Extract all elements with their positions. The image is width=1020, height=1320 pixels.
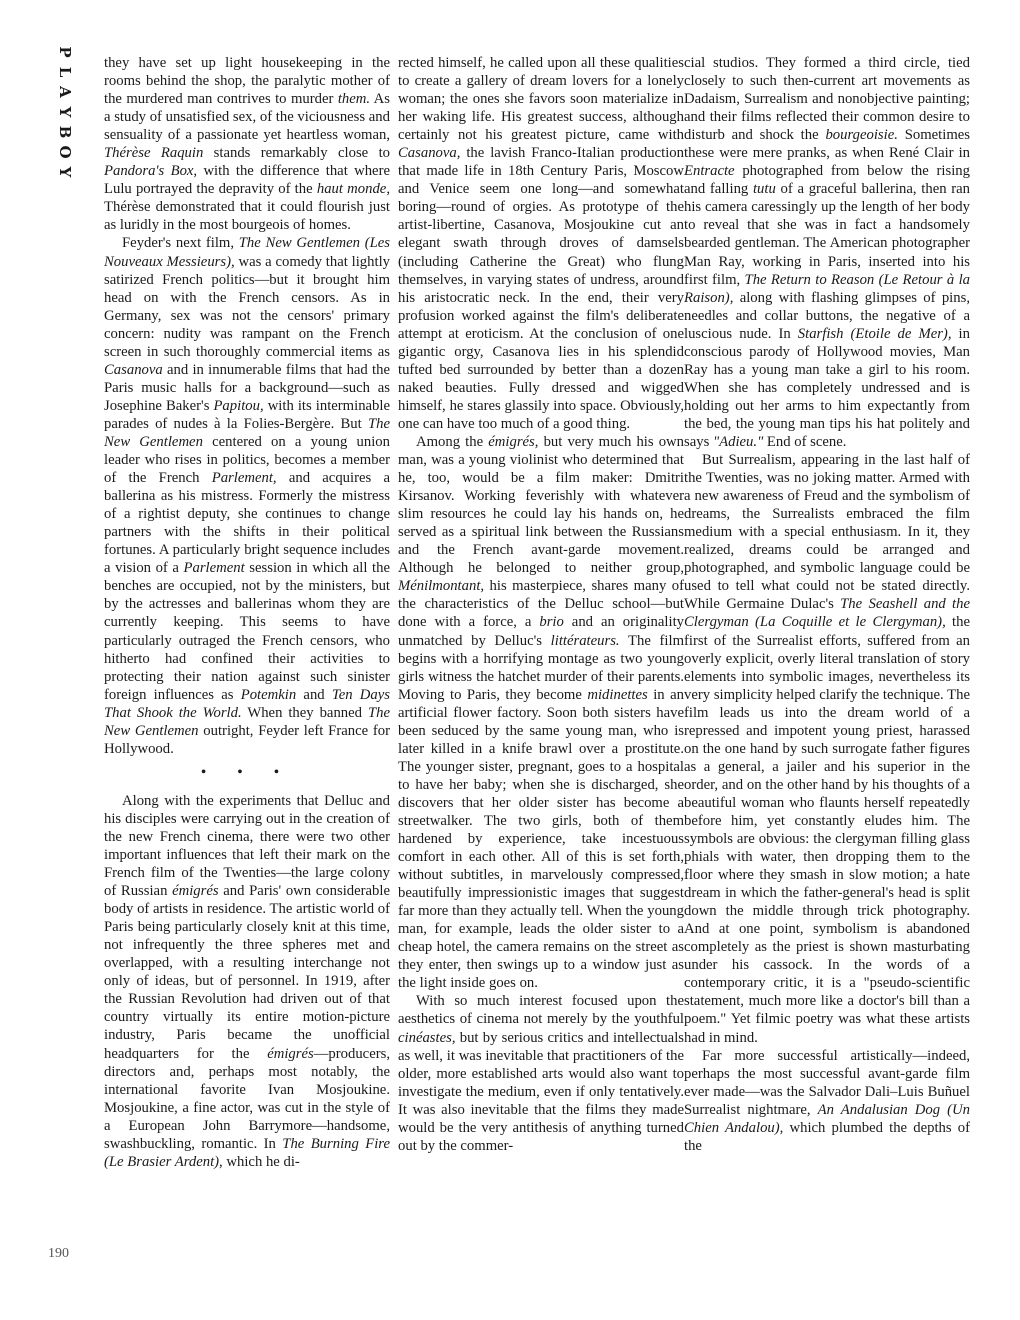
italic-title: The Seashell and the Clergyman (La Coquille et le Clergyman), bbox=[684, 596, 970, 631]
paragraph: cial studios. They formed a third circle, tied closely to such then-current art movements as Dadaism, Surrealism and nonobjective painting; and their films reflected their common desire to disturb and shock the bourgeoisie. Sometimes these were mere pranks, as when René Clair in Entracte photographed from below the rising and falling tutu of a graceful ballerina, then ran his camera caressingly up the length of her body to reveal that she was in fact a handsomely bearded gentleman. The American photographer Man Ray, working in Paris, inserted into his first film, The Return to Reason (Le Retour à la Raison), along with flashing glimpses of pins, needles and collar buttons, the negative of a luscious nude. In Starfish (Etoile de Mer), in conscious parody of Hollywood movies, Man Ray has a young man take a girl to his room. When she has completely undressed and is holding out her arms to him expectantly from the bed, the young man tips his hat politely and says "Adieu." End of scene. bbox=[684, 55, 971, 450]
italic-title: The New Gentlemen bbox=[104, 415, 390, 450]
italic-title: émigrés bbox=[267, 1045, 314, 1062]
paragraph: Far more successful artistically—indeed, perhaps the most successful avant-garde film ever made—was the Salvador Dali–Luis Buñuel Surrealist nightmare, An Andalusian Dog (Un Chien Andalou), which plumbed the depths of the bbox=[684, 1047, 970, 1154]
italic-title: cinéastes, bbox=[398, 1029, 456, 1046]
article-column-1 bbox=[104, 54, 390, 1171]
paragraph: they have set up light housekeeping in the rooms behind the shop, the paralytic mother of the murdered man contrives to murder them. As a study of unsatisfied sex, of the viciousness and sensuality of a passionate yet heartless woman, Thérèse Raquin stands remarkably close to Pandora's Box, with the difference that where Lulu portrayed the depravity of the haut monde, Thérèse demonstrated that it could flourish just as luridly in the most bourgeois of homes. bbox=[104, 55, 390, 234]
italic-title: tutu bbox=[752, 181, 776, 198]
italic-title: Potemkin bbox=[240, 686, 297, 703]
article-column-2 bbox=[398, 54, 684, 1155]
italic-title: Ten Days That Shook the World. bbox=[104, 686, 390, 721]
masthead-letter: P bbox=[56, 46, 74, 58]
italic-title: Papitou, bbox=[213, 397, 264, 414]
magazine-masthead bbox=[54, 42, 76, 182]
italic-title: Entracte bbox=[684, 163, 735, 180]
italic-title: them. bbox=[337, 91, 371, 108]
italic-title: An Andalusian Dog (Un Chien Andalou), bbox=[684, 1101, 970, 1136]
italic-title: émigrés bbox=[172, 883, 219, 900]
paragraph: Feyder's next film, The New Gentlemen (Les Nouveaux Messieurs), was a comedy that lightly satirized French politics—but it brought him head on with the French censors. As in Germany, sex was not the censors' primary concern: nudity was rampant on the French screen in such thoroughly commercial items as Casanova and in innumerable films that had the Paris music halls for a background—such as Josephine Baker's Papitou, with its interminable parades of nudes à la Folies-Bergère. But The New Gentlemen centered on a young union leader who rises in politics, becomes a member of the French Parlement, and acquires a ballerina as his mistress. Formerly the mistress of a rightist deputy, she continues to change partners with the shifts in their political fortunes. A particularly bright sequence includes a vision of a Parlement session in which all the benches are occupied, not by the ministers, but by the actresses and ballerinas whom they are currently keeping. This seems to have particularly outraged the French censors, who hitherto had confined their activities to protecting their nation against such sinister foreign influences as Potemkin and Ten Days That Shook the World. When they banned The New Gentlemen outright, Feyder left France for Hollywood. bbox=[104, 235, 391, 757]
masthead-letter: L bbox=[56, 66, 74, 78]
italic-title: midinettes bbox=[587, 686, 648, 703]
italic-title: Casanova, bbox=[398, 145, 461, 162]
italic-title: Parlement, bbox=[211, 470, 277, 487]
paragraph: Among the émigrés, but very much his own man, was a young violinist who determined that he, too, would be a film maker: Dmitri Kirsanov. Working feverishly with whatever slim resources he could lay his hands on, he served as a spiritual link between the Russians and the French avant-garde movement. Although he belonged to neither group, Ménilmontant, his masterpiece, shares many of the characteristics of the Delluc school—but done with a force, a brio and an originality unmatched by Delluc's littérateurs. The film begins with a horrifying montage as two young girls witness the hatchet murder of their parents. Moving to Paris, they become midinettes in an artificial flower factory. Soon both sisters have been seduced by the same young man, who is later killed in a knife brawl over a prostitute. The younger sister, pregnant, goes to a hospital to have her baby; when she is discharged, she discovers that her older sister has become a streetwalker. The two girls, both of them hardened by experience, take incestuous comfort in each other. All of this is set forth, without subtitles, in marvelously compressed, beautifully impressionistic images that suggest far more than they actually tell. When the young man, for example, leads the older sister to a cheap hotel, the camera remains on the street as they enter, then swings up to a window just as the light inside goes on. bbox=[398, 433, 684, 992]
masthead-letter: Y bbox=[56, 106, 74, 118]
italic-title: Parlement bbox=[183, 560, 245, 577]
article-column-3 bbox=[684, 54, 970, 1155]
masthead-letter: A bbox=[56, 86, 74, 98]
page-number: 190 bbox=[48, 1246, 69, 1261]
italic-title: The Burning Fire (Le Brasier Ardent), bbox=[104, 1135, 390, 1170]
italic-title: brio bbox=[539, 614, 564, 631]
paragraph: But Surrealism, appearing in the last half of the Twenties, was no joking matter. Armed with a new awareness of Freud and the symbolism of dreams, the Surrealists embraced the film medium with a special enthusiasm. In it, they realized, dreams could be arranged and photographed, and symbolic language could be used to tell what could not be stated directly. While Germaine Dulac's The Seashell and the Clergyman (La Coquille et le Clergyman), the first of the Surrealist efforts, suffered from an overly explicit, overly literal translation of story elements into symbolic images, nevertheless its very simplicity helped clarify the technique. The film leads us into the dream world of a repressed and impotent young priest, harassed on the one hand by such surrogate father figures as a general, a jailer and his superior in the order, and on the other hand by his thoughts of a beautiful woman who flaunts herself repeatedly before him, yet constantly eludes him. The symbols are obvious: the clergyman filling glass phials with water, then dropping them to the floor where they smash in slow motion; a hate dream in which the father-general's head is split down the middle through trick photography. And at one point, symbolism is abandoned completely as the priest is shown masturbating under his cassock. In the words of a contemporary critic, it is a "pseudo-scientific statement, much more like a doctor's bill than a poem." Yet filmic poetry was what these artists had in mind. bbox=[684, 452, 971, 1046]
italic-title: bourgeoisie. bbox=[825, 127, 898, 144]
paragraph: Along with the experiments that Delluc and his disciples were carrying out in the creation of the new French cinema, there were two other important influences that left their mark on the French film of the Twenties—the large colony of Russian émigrés and Paris' own considerable body of artists in residence. The artistic world of Paris being particularly closely knit at this time, not infrequently the three spheres met and overlapped, with a resulting interchange not only of ideas, but of personnel. In 1919, after the Russian Revolution had driven out of that country virtually its entire motion-picture industry, Paris became the unofficial headquarters for the émigrés—producers, directors and, perhaps most notably, the international favorite Ivan Mosjoukine. Mosjoukine, a fine actor, was cut in the style of a European John Barrymore—handsome, swashbuckling, romantic. In The Burning Fire (Le Brasier Ardent), which he di- bbox=[104, 792, 390, 1170]
section-separator: • • • bbox=[201, 764, 293, 780]
paragraph: With so much interest focused upon the aesthetics of cinema not merely by the youthful cinéastes, but by serious critics and intellectuals as well, it was inevitable that practitioners of the older, more established arts would also want to investigate the medium, even if only tentatively. It was also inevitable that the films they made would be the very antithesis of anything turned out by the commer- bbox=[398, 993, 684, 1154]
italic-title: Thérèse Raquin bbox=[104, 145, 204, 162]
italic-title: haut monde, bbox=[316, 181, 390, 198]
italic-title: The New Gentlemen (Les Nouveaux Messieurs), bbox=[104, 235, 390, 270]
italic-title: littérateurs. bbox=[550, 632, 620, 649]
italic-title: "Adieu." bbox=[712, 433, 764, 450]
italic-title: émigrés, bbox=[488, 433, 539, 450]
italic-title: Casanova bbox=[104, 361, 163, 378]
italic-title: Pandora's Box, bbox=[104, 163, 198, 180]
italic-title: The New Gentlemen bbox=[104, 704, 390, 739]
masthead-letter: B bbox=[56, 125, 74, 139]
italic-title: Starfish (Etoile de Mer), bbox=[797, 325, 952, 342]
paragraph: rected himself, he called upon all these qualities to create a gallery of dream lovers for a lonely woman; the ones she favors soon materialize in her waking life. His greatest success, although certainly not his greatest picture, came with Casanova, the lavish Franco-Italian production that made life in 18th Century Paris, Moscow and Venice seem one long—and somewhat boring—round of orgies. As prototype of the artist-libertine, Casanova, Mosjoukine cut an elegant swath through droves of damsels (including Catherine the Great) who flung themselves, in varying states of undress, around his aristocratic neck. In the end, their very profusion worked against the film's deliberate attempt at eroticism. At the conclusion of one gigantic orgy, Casanova lies in his splendid tufted bed surrounded by better than a dozen naked beauties. Fully dressed and wigged himself, he stares glassily into space. Obviously, one can have too much of a good thing. bbox=[398, 55, 684, 432]
masthead-letter: Y bbox=[56, 166, 74, 178]
italic-title: The Return to Reason (Le Retour à la Raison), bbox=[684, 271, 970, 306]
italic-title: Ménilmontant, bbox=[398, 578, 485, 595]
masthead-letter: O bbox=[56, 145, 74, 159]
